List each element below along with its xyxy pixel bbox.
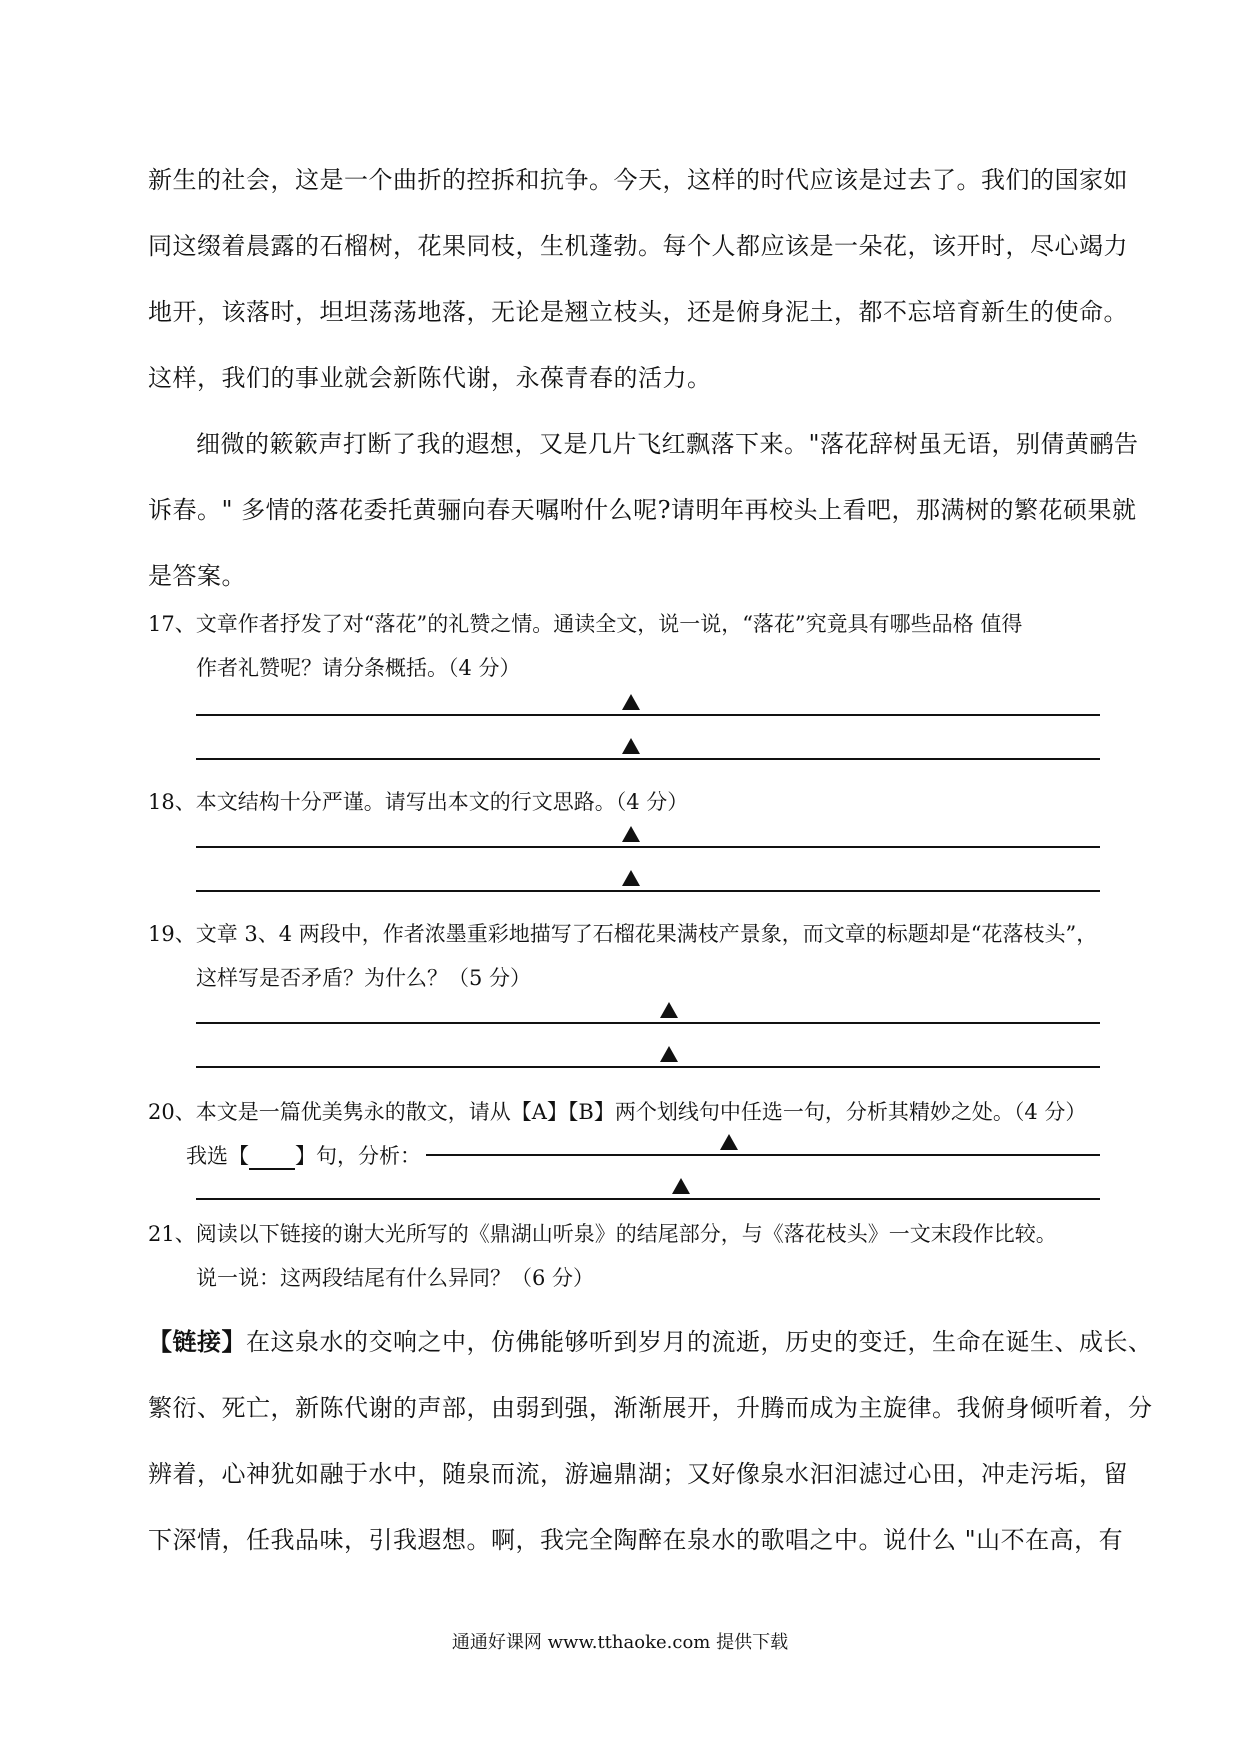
answer-line[interactable] [426, 1154, 1100, 1156]
passage-line: 同这缀着晨露的石榴树，花果同枝，生机蓬勃。每个人都应该是一朵花，该开时，尽心竭力 [148, 232, 1128, 260]
answer-line[interactable] [196, 1066, 1100, 1068]
link-label: 【链接】 [148, 1327, 246, 1356]
answer-line[interactable] [196, 846, 1100, 848]
answer-line[interactable] [196, 1022, 1100, 1024]
question-19-line1: 19、文章 3、4 两段中，作者浓墨重彩地描写了石榴花果满枝产景象，而文章的标题却是“花落枝头”， [148, 922, 1098, 946]
passage-line: 新生的社会，这是一个曲折的控拆和抗争。今天，这样的时代应该是过去了。我们的国家如 [148, 166, 1128, 194]
question-21-line1: 21、阅读以下链接的谢大光所写的《鼎湖山听泉》的结尾部分，与《落花枝头》一文末段作比较。 [148, 1222, 1057, 1246]
triangle-icon [622, 870, 640, 886]
choice-prefix: 我选【 [186, 1144, 249, 1168]
passage-line: 诉春。" 多情的落花委托黄骊向春天嘱咐什么呢?请明年再校头上看吧，那满树的繁花硕果就 [148, 496, 1137, 524]
triangle-icon [622, 826, 640, 842]
triangle-icon [622, 694, 640, 710]
question-17-line2: 作者礼赞呢？请分条概括。（4 分） [196, 656, 521, 680]
passage-line: 这样，我们的事业就会新陈代谢，永葆青春的活力。 [148, 364, 712, 392]
question-17-line1: 17、文章作者抒发了对“落花”的礼赞之情。通读全文，说一说，“落花”究竟具有哪些品格 值得 [148, 612, 1023, 636]
triangle-icon [660, 1002, 678, 1018]
link-line [148, 1322, 1153, 1357]
question-21-line2: 说一说：这两段结尾有什么异同？（6 分） [196, 1266, 595, 1290]
choice-suffix: 】句，分析： [295, 1144, 421, 1168]
answer-line[interactable] [196, 890, 1100, 892]
link-line: 辨着，心神犹如融于水中，随泉而流，游遍鼎湖；又好像泉水汩汩滤过心田，冲走污垢，留 [148, 1460, 1128, 1488]
link-line: 下深情，任我品味，引我遐想。啊，我完全陶醉在泉水的歌唱之中。说什么 "山不在高，有 [148, 1526, 1124, 1554]
triangle-icon [622, 738, 640, 754]
passage-line: 是答案。 [148, 562, 246, 590]
answer-line[interactable] [196, 714, 1100, 716]
answer-line[interactable] [196, 1198, 1100, 1200]
triangle-icon [720, 1134, 738, 1150]
triangle-icon [672, 1178, 690, 1194]
passage-line: 地开，该落时，坦坦荡荡地落，无论是翘立枝头，还是俯身泥土，都不忘培育新生的使命。 [148, 298, 1128, 326]
passage-line: 细微的簌簌声打断了我的遐想，又是几片飞红飘落下来。"落花辞树虽无语，别倩黄鹂告 [196, 430, 1139, 458]
link-line: 繁衍、死亡，新陈代谢的声部，由弱到强，渐渐展开，升腾而成为主旋律。我俯身倾听着，分 [148, 1394, 1153, 1422]
triangle-icon [660, 1046, 678, 1062]
question-18-line1: 18、本文结构十分严谨。请写出本文的行文思路。（4 分） [148, 790, 689, 814]
question-19-line2: 这样写是否矛盾？为什么？（5 分） [196, 966, 532, 990]
footer-text: 通通好课网 www.tthaoke.com 提供下载 [451, 1632, 789, 1653]
question-20-line1: 20、本文是一篇优美隽永的散文，请从【A】【B】两个划线句中任选一句，分析其精妙之处。（4 分） [148, 1100, 1087, 1124]
answer-line[interactable] [196, 758, 1100, 760]
link-text: 在这泉水的交响之中，仿佛能够听到岁月的流逝，历史的变迁，生命在诞生、成长、 [246, 1328, 1153, 1356]
question-20-choice [186, 1140, 421, 1170]
choice-blank[interactable] [249, 1150, 295, 1170]
